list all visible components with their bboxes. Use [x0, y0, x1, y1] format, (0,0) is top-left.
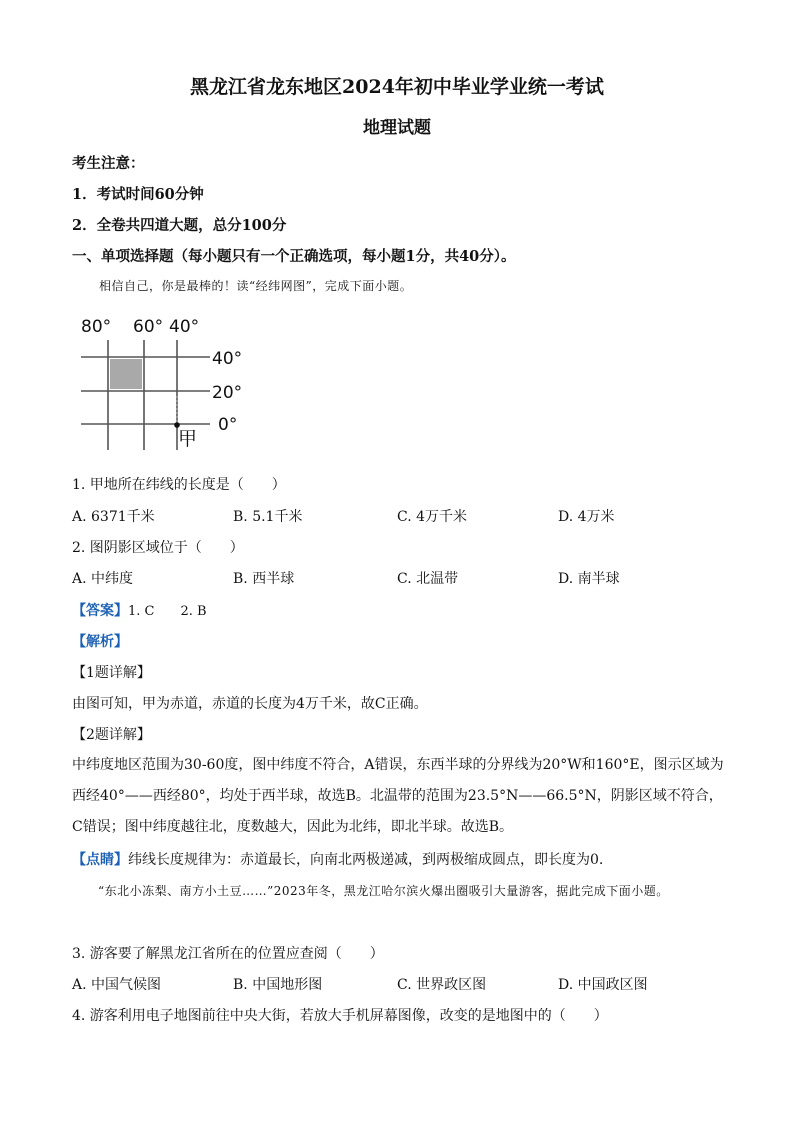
q2-option-b: B. 西半球 — [233, 571, 295, 587]
right-label-0: 0° — [218, 415, 238, 435]
analysis-label: 【解析】 — [72, 634, 128, 650]
answer-label: 【答案】 — [72, 603, 128, 619]
notice-heading: 考生注意： — [72, 155, 145, 172]
question-4-stem: 4. 游客利用电子地图前往中央大街，若放大手机屏幕图像，改变的是地图中的（ ） — [72, 1008, 608, 1024]
q2-option-d: D. 南半球 — [558, 571, 620, 587]
q1-option-c: C. 4万千米 — [397, 509, 468, 525]
notice-item: 2．全卷共四道大题，总分100分 — [72, 217, 287, 234]
answer-block — [72, 600, 207, 620]
shaded-region — [110, 359, 142, 389]
tip-block — [72, 849, 603, 869]
q2-option-a: A. 中纬度 — [72, 571, 134, 587]
point-jia-label: 甲 — [178, 428, 198, 450]
lat-long-grid-figure — [78, 310, 258, 455]
q3-option-c: C. 世界政区图 — [397, 977, 487, 993]
q2-option-c: C. 北温带 — [397, 571, 459, 587]
tip-text: 纬线长度规律为：赤道最长，向南北两极递减，到两极缩成圆点，即长度为0. — [128, 852, 604, 868]
question-3-stem: 3. 游客要了解黑龙江省所在的位置应查阅（ ） — [72, 946, 384, 962]
point-jia-marker — [174, 422, 180, 428]
q3-option-a: A. 中国气候图 — [72, 977, 162, 993]
top-label-40: 40° — [169, 317, 200, 337]
question-2-stem: 2. 图阴影区域位于（ ） — [72, 540, 244, 556]
q1-option-d: D. 4万米 — [558, 509, 615, 525]
detail-2-label: 【2题详解】 — [72, 727, 151, 743]
q1-option-b: B. 5.1千米 — [233, 509, 303, 525]
detail-1-text: 由图可知，甲为赤道，赤道的长度为4万千米，故C正确。 — [72, 696, 428, 712]
q3-option-d: D. 中国政区图 — [558, 977, 648, 993]
exam-subtitle: 地理试题 — [363, 118, 431, 138]
q1-option-a: A. 6371千米 — [72, 509, 155, 525]
right-label-40: 40° — [212, 349, 243, 369]
right-label-20: 20° — [212, 383, 243, 403]
section-2-intro: “东北小冻梨、南方小土豆……”2023年冬，黑龙江哈尔滨火爆出圈吸引大量游客，据此完成下面小题。 — [98, 884, 669, 898]
detail-2-text: 中纬度地区范围为30-60度，图中纬度不符合，A错误，东西半球的分界线为20°W和160°E，图示区域为西经40°——西经80°，均处于西半球，故选B。北温带的范围为23.5°N——66.5°N，阴影区域不符合，C错误；图中纬度越往北，度数越大，因此为北纬，即北半球。故选B。 — [72, 757, 724, 835]
section-heading: 一、单项选择题（每小题只有一个正确选项，每小题1分，共40分）。 — [72, 248, 516, 265]
section-intro: 相信自己，你是最棒的！读“经纬网图”，完成下面小题。 — [99, 279, 413, 293]
top-label-60: 60° — [133, 317, 164, 337]
question-1-stem: 1. 甲地所在纬线的长度是（ ） — [72, 477, 286, 493]
tip-label: 【点睛】 — [72, 852, 128, 868]
notice-item: 1．考试时间60分钟 — [72, 186, 204, 203]
answer-text: 1. C 2. B — [128, 604, 207, 619]
top-label-80: 80° — [81, 317, 112, 337]
exam-title: 黑龙江省龙东地区2024年初中毕业学业统一考试 — [190, 76, 604, 98]
detail-1-label: 【1题详解】 — [72, 665, 151, 681]
q3-option-b: B. 中国地形图 — [233, 977, 323, 993]
